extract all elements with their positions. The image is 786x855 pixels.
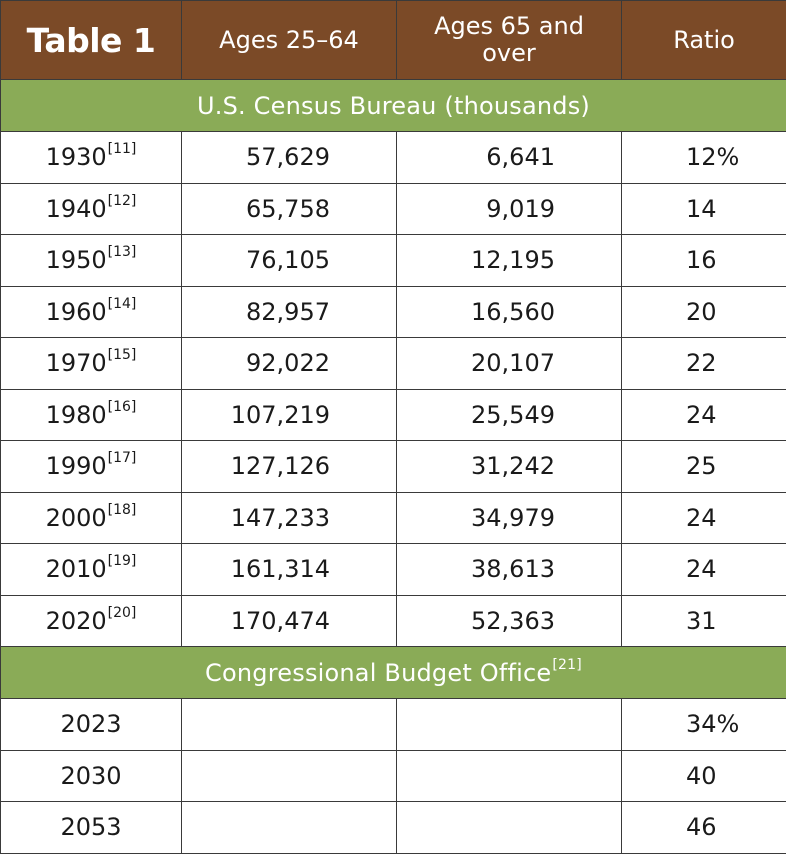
year-value: 2023 bbox=[60, 710, 122, 739]
ratio-cell: 31 bbox=[622, 595, 786, 647]
table-title: Table 1 bbox=[1, 1, 182, 80]
year-value: 1960 bbox=[45, 297, 107, 326]
ages-65-over-cell bbox=[397, 750, 622, 802]
year-cell bbox=[1, 750, 182, 802]
ages-65-over-cell: 38,613 bbox=[397, 544, 622, 596]
table-row bbox=[1, 338, 786, 390]
table-row bbox=[1, 595, 786, 647]
section-footnote-ref[interactable]: [21] bbox=[552, 656, 582, 673]
ages-25-64-cell: 161,314 bbox=[182, 544, 397, 596]
section-row bbox=[1, 647, 786, 699]
footnote-ref[interactable]: [17] bbox=[107, 450, 137, 467]
year-value: 1970 bbox=[45, 349, 107, 378]
footnote-ref[interactable]: [18] bbox=[107, 501, 137, 518]
year-cell bbox=[1, 492, 182, 544]
year-cell bbox=[1, 544, 182, 596]
footnote-ref[interactable]: [20] bbox=[107, 604, 137, 621]
ratio-cell: 12% bbox=[622, 132, 786, 184]
table-row bbox=[1, 389, 786, 441]
table-row bbox=[1, 235, 786, 287]
year-cell bbox=[1, 235, 182, 287]
footnote-ref[interactable]: [19] bbox=[107, 553, 137, 570]
ratio-cell: 25 bbox=[622, 441, 786, 493]
ages-65-over-cell: 31,242 bbox=[397, 441, 622, 493]
table-row bbox=[1, 286, 786, 338]
section-title-text: Congressional Budget Office bbox=[205, 658, 552, 687]
ages-65-over-cell: 34,979 bbox=[397, 492, 622, 544]
ages-25-64-cell: 57,629 bbox=[182, 132, 397, 184]
ages-65-over-cell: 25,549 bbox=[397, 389, 622, 441]
year-value: 2000 bbox=[45, 503, 107, 532]
ratio-cell: 40 bbox=[622, 750, 786, 802]
ratio-cell: 16 bbox=[622, 235, 786, 287]
ages-25-64-cell: 65,758 bbox=[182, 183, 397, 235]
ages-25-64-cell: 92,022 bbox=[182, 338, 397, 390]
year-cell bbox=[1, 286, 182, 338]
footnote-ref[interactable]: [12] bbox=[107, 192, 137, 209]
year-value: 2020 bbox=[45, 606, 107, 635]
year-cell bbox=[1, 132, 182, 184]
footnote-ref[interactable]: [15] bbox=[107, 347, 137, 364]
ages-65-over-cell: 52,363 bbox=[397, 595, 622, 647]
ratio-cell: 20 bbox=[622, 286, 786, 338]
footnote-ref[interactable]: [11] bbox=[107, 141, 137, 158]
year-value: 1980 bbox=[45, 400, 107, 429]
year-cell bbox=[1, 699, 182, 751]
ratio-cell: 14 bbox=[622, 183, 786, 235]
column-header-ages-25-64: Ages 25–64 bbox=[182, 1, 397, 80]
table-row bbox=[1, 183, 786, 235]
ages-65-over-cell bbox=[397, 699, 622, 751]
ages-25-64-cell: 147,233 bbox=[182, 492, 397, 544]
ages-25-64-cell bbox=[182, 699, 397, 751]
column-header-ages-65-over bbox=[397, 1, 622, 80]
year-value: 2053 bbox=[60, 813, 122, 842]
year-cell bbox=[1, 441, 182, 493]
footnote-ref[interactable]: [14] bbox=[107, 295, 137, 312]
ages-25-64-cell bbox=[182, 750, 397, 802]
year-value: 2030 bbox=[60, 761, 122, 790]
section-title bbox=[1, 80, 786, 132]
year-value: 1930 bbox=[45, 143, 107, 172]
ratio-cell: 24 bbox=[622, 389, 786, 441]
table-header bbox=[1, 1, 786, 80]
ages-65-over-cell: 6,641 bbox=[397, 132, 622, 184]
column-header-ages-65-over-label: Ages 65 and over bbox=[434, 12, 584, 67]
year-cell bbox=[1, 595, 182, 647]
ages-25-64-cell: 170,474 bbox=[182, 595, 397, 647]
ages-65-over-cell bbox=[397, 802, 622, 854]
table-row bbox=[1, 544, 786, 596]
year-cell bbox=[1, 389, 182, 441]
ratio-cell: 24 bbox=[622, 544, 786, 596]
year-cell bbox=[1, 183, 182, 235]
footnote-ref[interactable]: [16] bbox=[107, 398, 137, 415]
ages-65-over-cell: 12,195 bbox=[397, 235, 622, 287]
table-row bbox=[1, 699, 786, 751]
ratio-cell: 46 bbox=[622, 802, 786, 854]
section-row bbox=[1, 80, 786, 132]
ages-25-64-cell bbox=[182, 802, 397, 854]
table-row bbox=[1, 492, 786, 544]
table-row bbox=[1, 132, 786, 184]
year-value: 1940 bbox=[45, 194, 107, 223]
ages-65-over-cell: 16,560 bbox=[397, 286, 622, 338]
table-row bbox=[1, 750, 786, 802]
year-cell bbox=[1, 802, 182, 854]
ratio-cell: 24 bbox=[622, 492, 786, 544]
year-value: 2010 bbox=[45, 555, 107, 584]
ratio-cell: 34% bbox=[622, 699, 786, 751]
ages-25-64-cell: 82,957 bbox=[182, 286, 397, 338]
footnote-ref[interactable]: [13] bbox=[107, 244, 137, 261]
column-header-ratio: Ratio bbox=[622, 1, 786, 80]
section-title-text: U.S. Census Bureau (thousands) bbox=[197, 91, 590, 120]
table-row bbox=[1, 802, 786, 854]
table-row bbox=[1, 441, 786, 493]
ages-25-64-cell: 107,219 bbox=[182, 389, 397, 441]
ages-25-64-cell: 127,126 bbox=[182, 441, 397, 493]
ages-25-64-cell: 76,105 bbox=[182, 235, 397, 287]
year-cell bbox=[1, 338, 182, 390]
year-value: 1950 bbox=[45, 246, 107, 275]
ratio-cell: 22 bbox=[622, 338, 786, 390]
ages-65-over-cell: 9,019 bbox=[397, 183, 622, 235]
table-body bbox=[1, 80, 786, 854]
ages-65-over-cell: 20,107 bbox=[397, 338, 622, 390]
section-title bbox=[1, 647, 786, 699]
year-value: 1990 bbox=[45, 452, 107, 481]
